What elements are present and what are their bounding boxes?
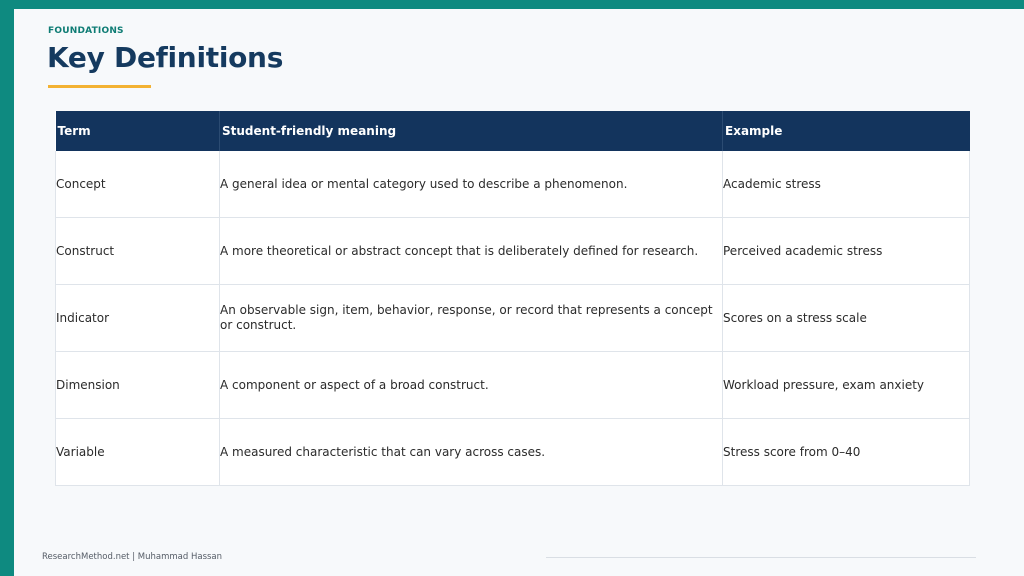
cell-meaning: A component or aspect of a broad construct. (220, 352, 723, 419)
cell-term: Concept (56, 151, 220, 218)
cell-example: Perceived academic stress (723, 218, 970, 285)
cell-meaning: A more theoretical or abstract concept that is deliberately defined for research. (220, 218, 723, 285)
table-row (56, 419, 970, 486)
definitions-table (55, 111, 970, 486)
footer-divider (546, 557, 976, 558)
cell-term: Variable (56, 419, 220, 486)
header-example: Example (723, 111, 970, 151)
footer-credit: ResearchMethod.net | Muhammad Hassan (42, 552, 223, 562)
table-row (56, 352, 970, 419)
cell-term: Construct (56, 218, 220, 285)
title-underline (48, 85, 151, 88)
cell-term: Dimension (56, 352, 220, 419)
header-term: Term (56, 111, 220, 151)
header-meaning: Student-friendly meaning (220, 111, 723, 151)
cell-example: Workload pressure, exam anxiety (723, 352, 970, 419)
cell-example: Stress score from 0–40 (723, 419, 970, 486)
cell-example: Scores on a stress scale (723, 285, 970, 352)
slide (14, 9, 1024, 576)
table-row (56, 285, 970, 352)
cell-meaning: A measured characteristic that can vary across cases. (220, 419, 723, 486)
table-row (56, 218, 970, 285)
page-title: Key Definitions (47, 41, 284, 74)
cell-meaning: An observable sign, item, behavior, response, or record that represents a concept or construct. (220, 285, 723, 352)
cell-example: Academic stress (723, 151, 970, 218)
section-label: FOUNDATIONS (48, 26, 124, 36)
table-row (56, 151, 970, 218)
cell-meaning: A general idea or mental category used to describe a phenomenon. (220, 151, 723, 218)
table-header-row (56, 111, 970, 151)
cell-term: Indicator (56, 285, 220, 352)
